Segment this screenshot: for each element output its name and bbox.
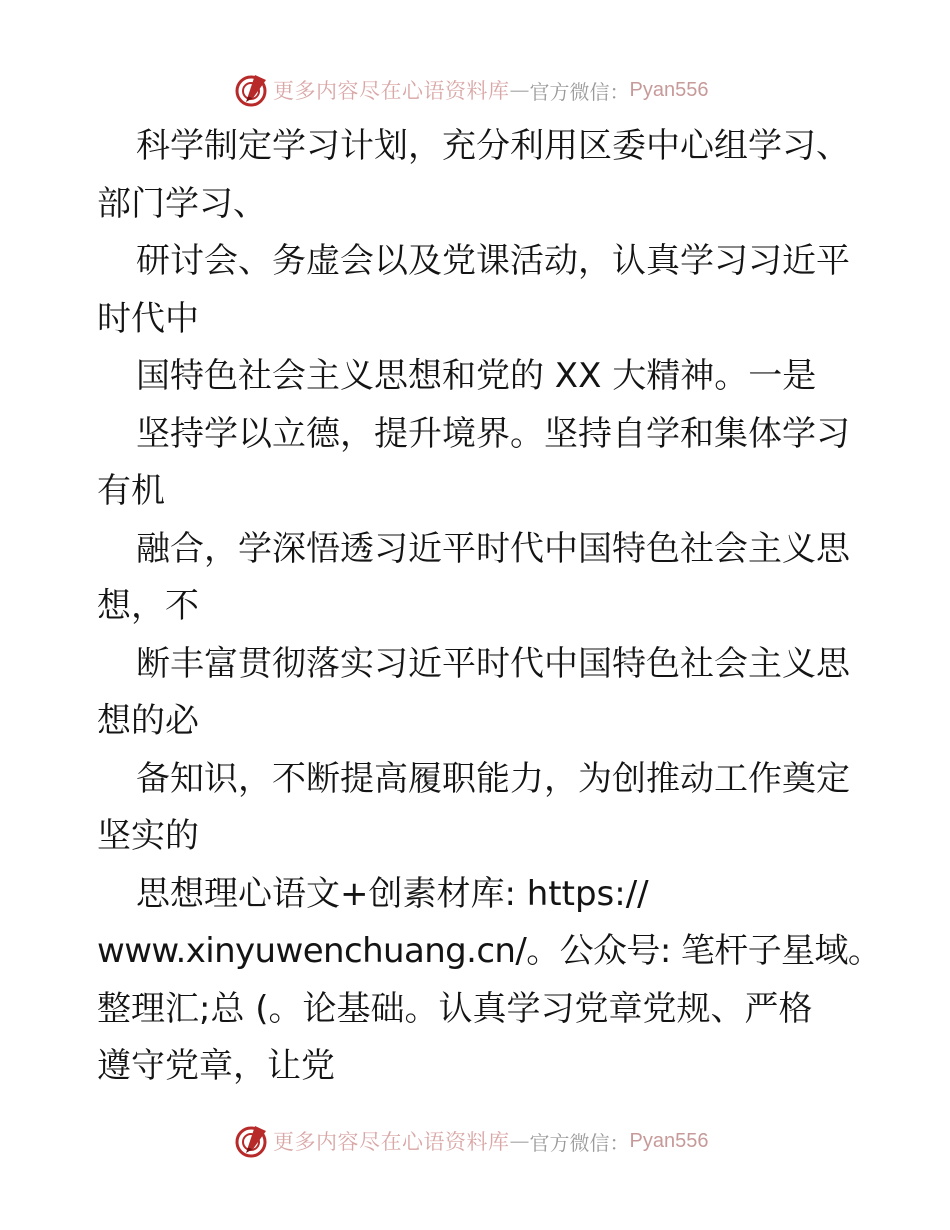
banner-separator: — xyxy=(509,1129,530,1153)
banner-wechat-id: Pyan556 xyxy=(629,1129,709,1152)
body-line: 科学制定学习计划，充分利用区委中心组学习、 xyxy=(136,126,850,166)
document-body xyxy=(97,118,897,1096)
body-line: 研讨会、务虚会以及党课活动，认真学习习近平 xyxy=(136,241,850,281)
banner-wechat-label: 官方微信： xyxy=(529,1130,630,1155)
body-line: 有机 xyxy=(97,471,165,511)
footer-watermark-banner xyxy=(233,1121,713,1161)
banner-title: 更多内容尽在心语资料库 xyxy=(273,79,510,103)
body-line: 国特色社会主义思想和党的 XX 大精神。一是 xyxy=(136,356,817,396)
body-line: 思想理心语文+创素材库: https:// xyxy=(136,873,649,914)
banner-title: 更多内容尽在心语资料库 xyxy=(273,1130,510,1154)
body-line: 融合，学深悟透习近平时代中国特色社会主义思 xyxy=(136,528,850,569)
pen-logo-icon xyxy=(233,1123,269,1159)
banner-separator: — xyxy=(509,78,530,102)
body-line: 遵守党章，让党 xyxy=(97,1046,335,1086)
banner-wechat-id: Pyan556 xyxy=(629,78,709,101)
body-line: 断丰富贯彻落实习近平时代中国特色社会主义思 xyxy=(136,643,850,684)
body-line: www.xinyuwenchuang.cn/。公众号: 笔杆子星域。 xyxy=(97,931,882,971)
body-line: 坚持学以立德，提升境界。坚持自学和集体学习 xyxy=(136,413,850,454)
body-line: 部门学习、 xyxy=(97,183,267,224)
body-line: 坚实的 xyxy=(97,816,199,856)
body-line: 时代中 xyxy=(97,298,199,339)
body-line: 备知识，不断提高履职能力，为创推动工作奠定 xyxy=(136,758,850,799)
banner-wechat-label: 官方微信： xyxy=(529,79,630,104)
pen-logo-icon xyxy=(233,72,269,108)
body-line: 整理汇;总 (。论基础。认真学习党章党规、严格 xyxy=(97,988,813,1029)
header-watermark-banner xyxy=(233,70,713,110)
body-line: 想的必 xyxy=(97,701,199,741)
body-line: 想，不 xyxy=(97,586,199,626)
